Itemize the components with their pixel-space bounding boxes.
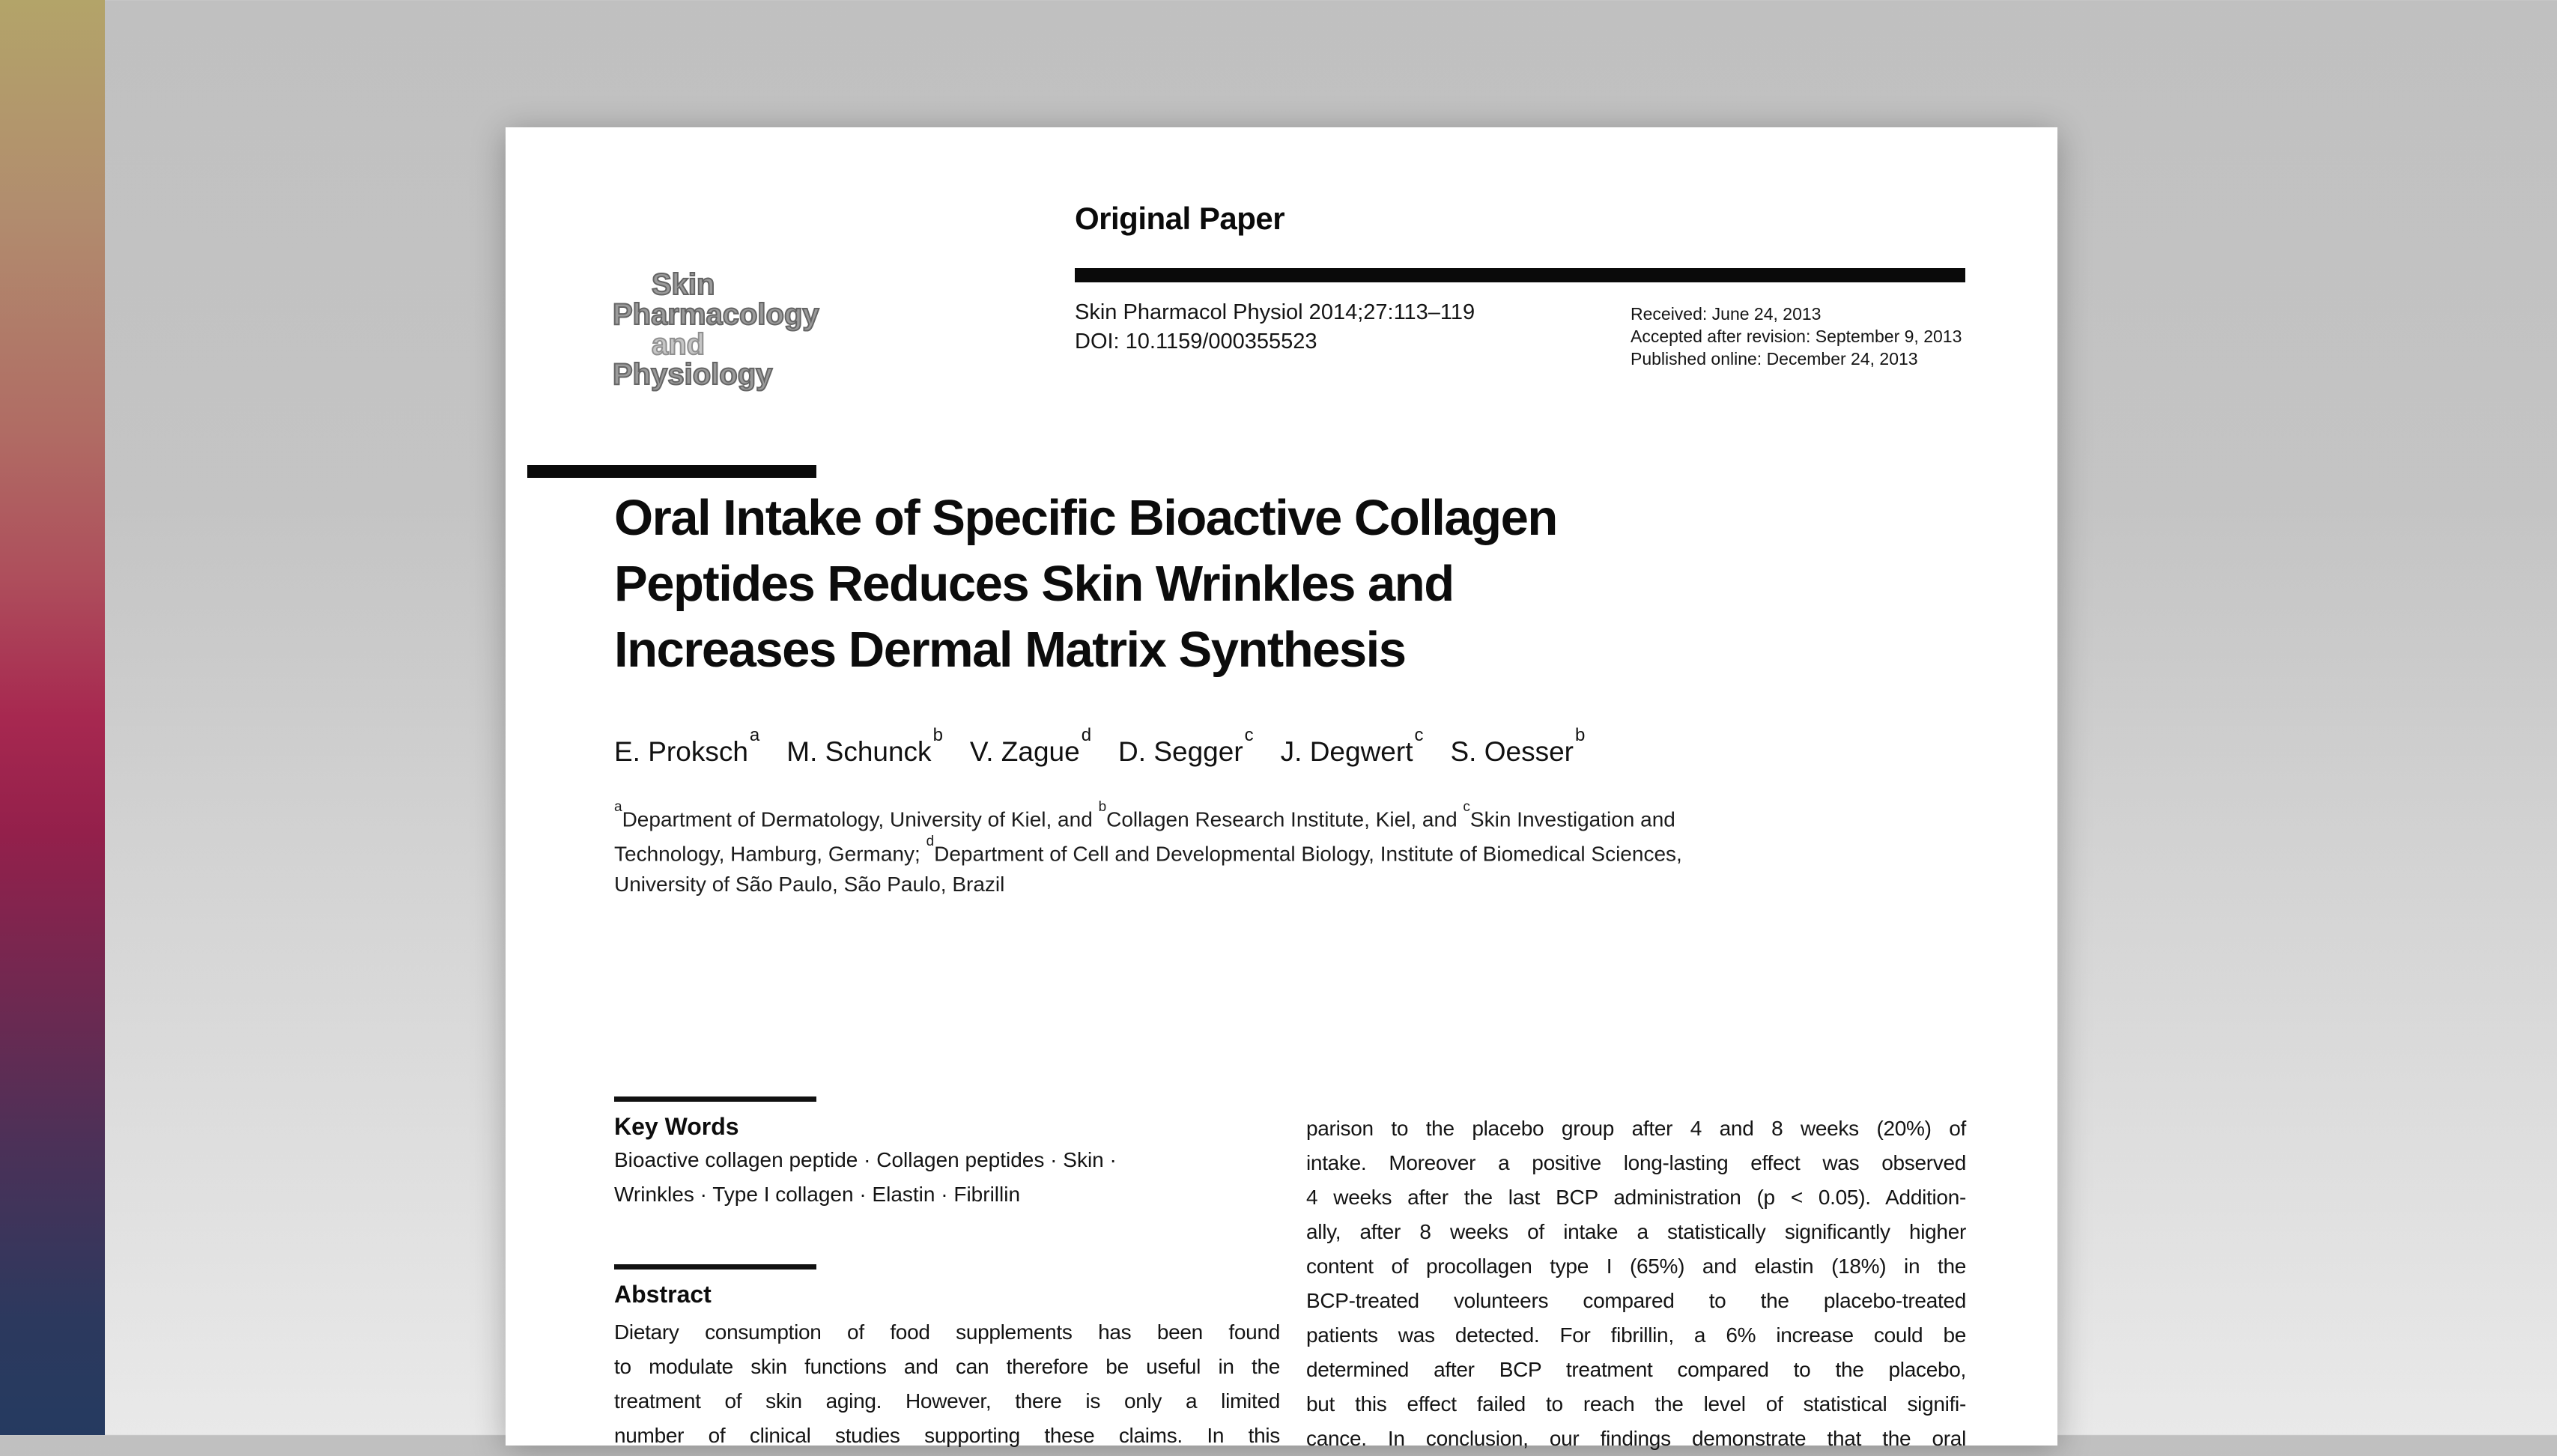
text-line: but this effect failed to reach the level of statistical signifi- <box>1306 1392 1966 1416</box>
title-rule <box>527 465 816 478</box>
text-line: to modulate skin functions and can therefore be useful in the <box>614 1355 1280 1378</box>
abstract-text-right-column <box>1306 1111 1966 1456</box>
citation-block <box>1075 298 1475 357</box>
affiliations: $^a$Department of Dermatology, University of Kiel, and $^b$Collagen Research Institute, Kiel, and $^c$Skin Investigation and Technology, Hamburg, Germany; $^d$Department of Cell and Developmental Biology, Institute of Biomedical Sciences, University of São Paulo, São Paulo, Brazil <box>614 799 1682 896</box>
text-line: Increases Dermal Matrix Synthesis <box>614 622 1406 678</box>
header-rule <box>1075 268 1965 282</box>
text-line: Bioactive collagen peptide · Collagen peptides · Skin · <box>614 1148 1117 1171</box>
text-line: Pharmacology <box>613 298 819 331</box>
citation-line: Skin Pharmacol Physiol 2014;27:113–119 <box>1075 300 1475 324</box>
author-name: S. Oesser$^b$ <box>1450 725 1586 768</box>
text-line: number of clinical studies supporting these claims. In this <box>614 1424 1280 1447</box>
text-line: parison to the placebo group after 4 and 8 weeks (20%) of <box>1306 1117 1966 1140</box>
text-line: Physiology <box>613 358 773 391</box>
keywords-heading: Key Words <box>614 1113 739 1140</box>
text-line: Peptides Reduces Skin Wrinkles and <box>614 556 1454 612</box>
paper-page <box>506 127 2057 1450</box>
article-type-label: Original Paper <box>1075 201 1285 236</box>
keywords-rule <box>614 1096 816 1102</box>
author-affiliation-mark: b <box>1574 725 1586 745</box>
keywords-text <box>614 1143 1288 1212</box>
doi-line: DOI: 10.1159/000355523 <box>1075 330 1317 354</box>
author-affiliation-mark: a <box>749 725 760 745</box>
text-line: and <box>652 328 706 361</box>
text-line: intake. Moreover a positive long-lasting effect was observed <box>1306 1151 1966 1174</box>
author-name: M. Schunck$^b$ <box>786 725 943 768</box>
affiliation-mark: d <box>926 834 935 850</box>
text-line: BCP-treated volunteers compared to the placebo-treated <box>1306 1289 1966 1312</box>
author-name: D. Segger$^c$ <box>1118 725 1254 768</box>
text-line: Wrinkles · Type I collagen · Elastin · Fibrillin <box>614 1183 1021 1206</box>
author-affiliation-mark: c <box>1414 725 1424 745</box>
text-line: determined after BCP treatment compared to the placebo, <box>1306 1358 1966 1381</box>
abstract-text-left-column <box>614 1315 1280 1453</box>
journal-logo <box>613 270 819 389</box>
text-line: Published online: December 24, 2013 <box>1631 349 1918 368</box>
article-title <box>614 485 1557 683</box>
affiliation-mark: a <box>614 799 622 815</box>
text-line: treatment of skin aging. However, there is only a limited <box>614 1389 1280 1413</box>
author-affiliation-mark: d <box>1081 725 1092 745</box>
author-affiliation-mark: c <box>1244 725 1254 745</box>
authors-row <box>614 725 1612 768</box>
text-line: Skin <box>652 268 715 301</box>
affiliation-mark: c <box>1463 799 1470 815</box>
text-line: Received: June 24, 2013 <box>1631 304 1822 324</box>
text-line: Oral Intake of Specific Bioactive Collagen <box>614 490 1557 546</box>
author-name: V. Zague$^d$ <box>969 725 1092 768</box>
text-line: Accepted after revision: September 9, 2013 <box>1631 327 1962 346</box>
text-line: cance. In conclusion, our findings demonstrate that the oral <box>1306 1427 1966 1450</box>
journal-spine-gradient <box>0 0 105 1435</box>
author-name: E. Proksch$^a$ <box>614 725 760 768</box>
text-line: Dietary consumption of food supplements has been found <box>614 1320 1280 1344</box>
text-line: 4 weeks after the last BCP administration (p < 0.05). Addition- <box>1306 1186 1966 1209</box>
text-line: content of procollagen type I (65%) and elastin (18%) in the <box>1306 1255 1966 1278</box>
text-line: patients was detected. For fibrillin, a 6% increase could be <box>1306 1323 1966 1347</box>
affiliation-mark: b <box>1098 799 1107 815</box>
submission-dates <box>1631 303 1962 370</box>
author-affiliation-mark: b <box>932 725 943 745</box>
text-line: ally, after 8 weeks of intake a statistically significantly higher <box>1306 1220 1966 1243</box>
author-name: J. Degwert$^c$ <box>1280 725 1424 768</box>
abstract-heading: Abstract <box>614 1281 712 1308</box>
abstract-rule <box>614 1264 816 1270</box>
